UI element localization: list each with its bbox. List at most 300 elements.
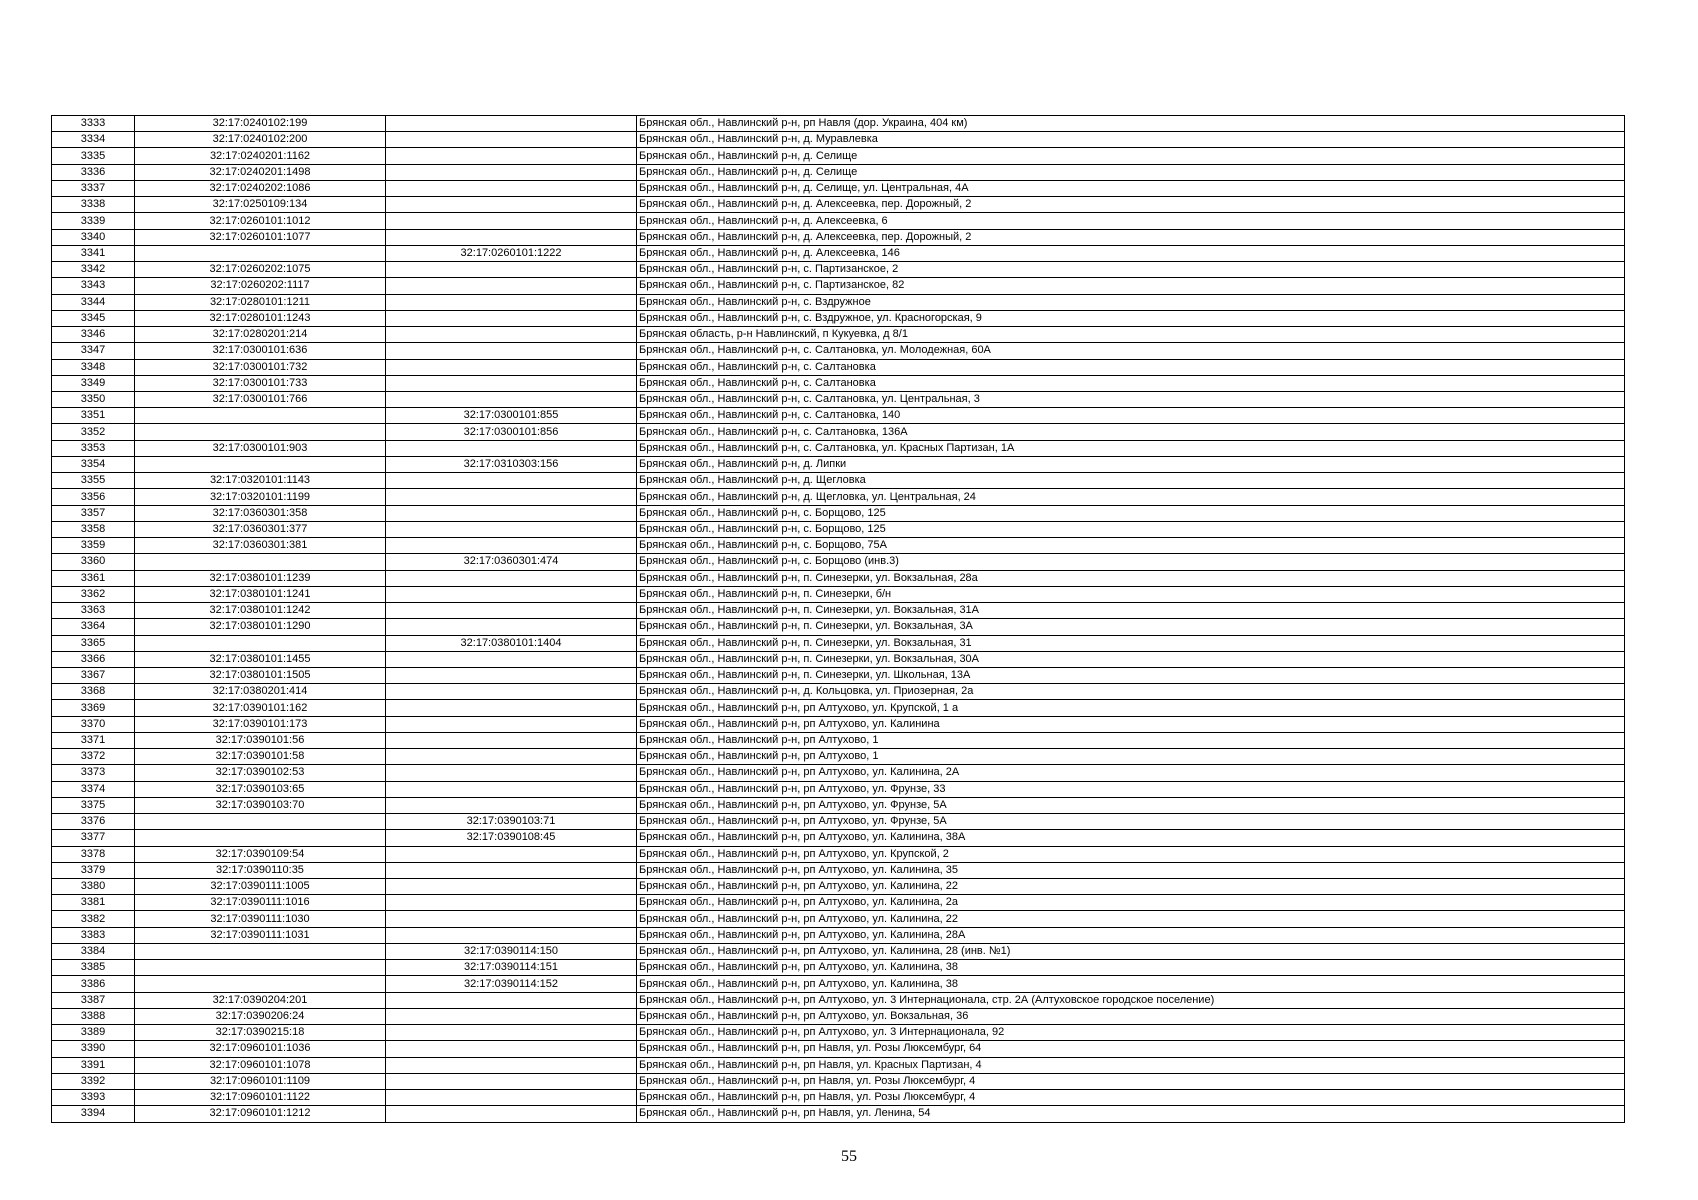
cadastral-number-cell: 32:17:0260202:1075	[135, 262, 386, 278]
cadastral-number-cell: 32:17:0300101:732	[135, 359, 386, 375]
cadastral-number-alt-cell	[386, 862, 637, 878]
table-row	[52, 278, 1625, 294]
table-row	[52, 408, 1625, 424]
table-row	[52, 684, 1625, 700]
cadastral-number-cell: 32:17:0240201:1162	[135, 148, 386, 164]
cadastral-number-cell: 32:17:0380101:1242	[135, 603, 386, 619]
table-row	[52, 797, 1625, 813]
cadastral-number-cell: 32:17:0240202:1086	[135, 180, 386, 196]
row-number-cell: 3352	[52, 424, 135, 440]
table-row	[52, 245, 1625, 261]
table-row	[52, 521, 1625, 537]
table-row	[52, 489, 1625, 505]
address-cell: Брянская обл., Навлинский р-н, рп Алтухово, ул. Калинина, 2А	[637, 765, 1625, 781]
row-number-cell: 3375	[52, 797, 135, 813]
cadastral-number-alt-cell	[386, 213, 637, 229]
cadastral-number-alt-cell	[386, 781, 637, 797]
address-cell: Брянская обл., Навлинский р-н, рп Алтухово, ул. Фрунзе, 5А	[637, 814, 1625, 830]
row-number-cell: 3345	[52, 310, 135, 326]
cadastral-number-alt-cell	[386, 1106, 637, 1122]
cadastral-number-alt-cell: 32:17:0390103:71	[386, 814, 637, 830]
cadastral-number-alt-cell: 32:17:0390114:150	[386, 943, 637, 959]
cadastral-number-alt-cell	[386, 294, 637, 310]
cadastral-number-cell: 32:17:0380101:1241	[135, 586, 386, 602]
cadastral-number-cell	[135, 245, 386, 261]
table-row	[52, 651, 1625, 667]
address-cell: Брянская обл., Навлинский р-н, д. Селище, ул. Центральная, 4А	[637, 180, 1625, 196]
cadastral-number-alt-cell	[386, 651, 637, 667]
table-row	[52, 667, 1625, 683]
row-number-cell: 3343	[52, 278, 135, 294]
address-cell: Брянская обл., Навлинский р-н, с. Салтановка	[637, 359, 1625, 375]
row-number-cell: 3349	[52, 375, 135, 391]
table-row	[52, 960, 1625, 976]
table-row	[52, 148, 1625, 164]
cadastral-number-cell	[135, 456, 386, 472]
row-number-cell: 3348	[52, 359, 135, 375]
row-number-cell: 3340	[52, 229, 135, 245]
address-cell: Брянская обл., Навлинский р-н, рп Алтухово, ул. Крупской, 1 а	[637, 700, 1625, 716]
row-number-cell: 3370	[52, 716, 135, 732]
table-row	[52, 1041, 1625, 1057]
row-number-cell: 3387	[52, 992, 135, 1008]
address-cell: Брянская обл., Навлинский р-н, с. Салтановка, ул. Красных Партизан, 1А	[637, 440, 1625, 456]
table-row	[52, 197, 1625, 213]
table-row	[52, 359, 1625, 375]
cadastral-number-alt-cell	[386, 586, 637, 602]
table-row	[52, 505, 1625, 521]
row-number-cell: 3367	[52, 667, 135, 683]
cadastral-number-alt-cell	[386, 310, 637, 326]
table-row	[52, 992, 1625, 1008]
cadastral-number-cell	[135, 814, 386, 830]
row-number-cell: 3363	[52, 603, 135, 619]
cadastral-number-cell: 32:17:0280201:214	[135, 327, 386, 343]
cadastral-number-alt-cell	[386, 278, 637, 294]
cadastral-number-alt-cell	[386, 716, 637, 732]
row-number-cell: 3338	[52, 197, 135, 213]
address-cell: Брянская обл., Навлинский р-н, рп Алтухово, ул. Калинина, 22	[637, 911, 1625, 927]
row-number-cell: 3347	[52, 343, 135, 359]
address-cell: Брянская обл., Навлинский р-н, рп Алтухово, ул. Фрунзе, 33	[637, 781, 1625, 797]
table-row	[52, 943, 1625, 959]
address-cell: Брянская обл., Навлинский р-н, рп Алтухово, ул. Калинина, 28А	[637, 927, 1625, 943]
table-row	[52, 830, 1625, 846]
address-cell: Брянская обл., Навлинский р-н, п. Синезерки, ул. Школьная, 13А	[637, 667, 1625, 683]
table-row	[52, 635, 1625, 651]
cadastral-number-cell: 32:17:0240102:199	[135, 116, 386, 132]
address-cell: Брянская обл., Навлинский р-н, д. Алексеевка, 6	[637, 213, 1625, 229]
cadastral-number-cell: 32:17:0240102:200	[135, 132, 386, 148]
cadastral-number-alt-cell	[386, 359, 637, 375]
cadastral-number-alt-cell	[386, 765, 637, 781]
cadastral-number-alt-cell	[386, 603, 637, 619]
cadastral-number-alt-cell	[386, 521, 637, 537]
row-number-cell: 3357	[52, 505, 135, 521]
address-cell: Брянская обл., Навлинский р-н, д. Алексеевка, пер. Дорожный, 2	[637, 197, 1625, 213]
cadastral-number-cell: 32:17:0250109:134	[135, 197, 386, 213]
table-row	[52, 765, 1625, 781]
row-number-cell: 3346	[52, 327, 135, 343]
cadastral-number-cell: 32:17:0280101:1211	[135, 294, 386, 310]
cadastral-number-alt-cell	[386, 895, 637, 911]
table-row	[52, 732, 1625, 748]
table-row	[52, 586, 1625, 602]
cadastral-number-cell: 32:17:0390103:65	[135, 781, 386, 797]
cadastral-number-cell: 32:17:0360301:381	[135, 538, 386, 554]
address-cell: Брянская обл., Навлинский р-н, рп Алтухово, ул. Калинина, 38А	[637, 830, 1625, 846]
cadastral-number-alt-cell	[386, 992, 637, 1008]
address-cell: Брянская обл., Навлинский р-н, рп Алтухово, ул. Калинина, 22	[637, 879, 1625, 895]
address-cell: Брянская обл., Навлинский р-н, д. Щегловка	[637, 473, 1625, 489]
cadastral-number-alt-cell	[386, 1057, 637, 1073]
table-row	[52, 895, 1625, 911]
address-cell: Брянская обл., Навлинский р-н, рп Навля, ул. Розы Люксембург, 4	[637, 1073, 1625, 1089]
cadastral-number-alt-cell: 32:17:0360301:474	[386, 554, 637, 570]
cadastral-number-alt-cell	[386, 749, 637, 765]
table-row	[52, 229, 1625, 245]
row-number-cell: 3371	[52, 732, 135, 748]
cadastral-number-alt-cell	[386, 619, 637, 635]
row-number-cell: 3355	[52, 473, 135, 489]
table-row	[52, 456, 1625, 472]
cadastral-number-alt-cell	[386, 262, 637, 278]
address-cell: Брянская обл., Навлинский р-н, с. Салтановка, 140	[637, 408, 1625, 424]
cadastral-number-cell: 32:17:0380101:1455	[135, 651, 386, 667]
table-row	[52, 310, 1625, 326]
cadastral-number-cell: 32:17:0260101:1077	[135, 229, 386, 245]
cadastral-number-cell	[135, 554, 386, 570]
row-number-cell: 3386	[52, 976, 135, 992]
cadastral-number-alt-cell: 32:17:0390114:151	[386, 960, 637, 976]
address-cell: Брянская обл., Навлинский р-н, с. Вздружное, ул. Красногорская, 9	[637, 310, 1625, 326]
cadastral-number-alt-cell: 32:17:0310303:156	[386, 456, 637, 472]
table-row	[52, 1073, 1625, 1089]
table-row	[52, 570, 1625, 586]
cadastral-number-cell: 32:17:0380101:1505	[135, 667, 386, 683]
address-cell: Брянская обл., Навлинский р-н, с. Салтановка, ул. Центральная, 3	[637, 391, 1625, 407]
row-number-cell: 3361	[52, 570, 135, 586]
table-row	[52, 180, 1625, 196]
row-number-cell: 3368	[52, 684, 135, 700]
cadastral-number-cell: 32:17:0390111:1031	[135, 927, 386, 943]
address-cell: Брянская обл., Навлинский р-н, рп Навля, ул. Розы Люксембург, 4	[637, 1090, 1625, 1106]
address-cell: Брянская обл., Навлинский р-н, рп Алтухово, 1	[637, 749, 1625, 765]
cadastral-number-alt-cell	[386, 846, 637, 862]
row-number-cell: 3383	[52, 927, 135, 943]
cadastral-number-alt-cell	[386, 911, 637, 927]
cadastral-number-alt-cell	[386, 879, 637, 895]
table-row	[52, 391, 1625, 407]
cadastral-number-cell: 32:17:0260101:1012	[135, 213, 386, 229]
address-cell: Брянская обл., Навлинский р-н, рп Алтухово, ул. Калинина	[637, 716, 1625, 732]
address-cell: Брянская обл., Навлинский р-н, с. Борщово, 125	[637, 505, 1625, 521]
row-number-cell: 3341	[52, 245, 135, 261]
table-row	[52, 294, 1625, 310]
table-row	[52, 879, 1625, 895]
address-cell: Брянская обл., Навлинский р-н, рп Алтухово, ул. Калинина, 28 (инв. №1)	[637, 943, 1625, 959]
table-row	[52, 424, 1625, 440]
cadastral-number-alt-cell	[386, 132, 637, 148]
cadastral-number-alt-cell: 32:17:0390108:45	[386, 830, 637, 846]
table-row	[52, 1090, 1625, 1106]
row-number-cell: 3381	[52, 895, 135, 911]
cadastral-number-cell: 32:17:0390101:162	[135, 700, 386, 716]
row-number-cell: 3354	[52, 456, 135, 472]
cadastral-number-alt-cell	[386, 927, 637, 943]
cadastral-number-alt-cell	[386, 505, 637, 521]
row-number-cell: 3360	[52, 554, 135, 570]
table-row	[52, 164, 1625, 180]
cadastral-number-alt-cell	[386, 538, 637, 554]
row-number-cell: 3376	[52, 814, 135, 830]
cadastral-number-alt-cell	[386, 1025, 637, 1041]
table-row	[52, 976, 1625, 992]
address-cell: Брянская обл., Навлинский р-н, рп Навля, ул. Ленина, 54	[637, 1106, 1625, 1122]
row-number-cell: 3378	[52, 846, 135, 862]
address-cell: Брянская обл., Навлинский р-н, с. Салтановка, 136А	[637, 424, 1625, 440]
cadastral-number-alt-cell	[386, 148, 637, 164]
cadastral-number-alt-cell: 32:17:0390114:152	[386, 976, 637, 992]
table-row	[52, 1025, 1625, 1041]
cadastral-number-cell	[135, 424, 386, 440]
cadastral-number-cell: 32:17:0390215:18	[135, 1025, 386, 1041]
row-number-cell: 3334	[52, 132, 135, 148]
table-row	[52, 862, 1625, 878]
cadastral-number-alt-cell	[386, 1008, 637, 1024]
row-number-cell: 3366	[52, 651, 135, 667]
cadastral-number-alt-cell	[386, 180, 637, 196]
cadastral-number-cell: 32:17:0320101:1143	[135, 473, 386, 489]
row-number-cell: 3372	[52, 749, 135, 765]
address-cell: Брянская обл., Навлинский р-н, д. Кольцовка, ул. Приозерная, 2а	[637, 684, 1625, 700]
row-number-cell: 3379	[52, 862, 135, 878]
cadastral-number-cell: 32:17:0390111:1005	[135, 879, 386, 895]
address-cell: Брянская обл., Навлинский р-н, с. Салтановка	[637, 375, 1625, 391]
cadastral-number-cell: 32:17:0390103:70	[135, 797, 386, 813]
address-cell: Брянская обл., Навлинский р-н, рп Алтухово, ул. Вокзальная, 36	[637, 1008, 1625, 1024]
property-registry-table	[51, 115, 1625, 1123]
cadastral-number-alt-cell	[386, 375, 637, 391]
table-row	[52, 116, 1625, 132]
address-cell: Брянская обл., Навлинский р-н, рп Алтухово, 1	[637, 732, 1625, 748]
cadastral-number-cell: 32:17:0390101:173	[135, 716, 386, 732]
cadastral-number-cell	[135, 830, 386, 846]
row-number-cell: 3373	[52, 765, 135, 781]
cadastral-number-alt-cell	[386, 684, 637, 700]
row-number-cell: 3377	[52, 830, 135, 846]
table-row	[52, 1057, 1625, 1073]
address-cell: Брянская обл., Навлинский р-н, п. Синезерки, ул. Вокзальная, 31	[637, 635, 1625, 651]
table-row	[52, 700, 1625, 716]
address-cell: Брянская обл., Навлинский р-н, д. Липки	[637, 456, 1625, 472]
table-row	[52, 262, 1625, 278]
table-row	[52, 814, 1625, 830]
address-cell: Брянская обл., Навлинский р-н, с. Борщово, 75А	[637, 538, 1625, 554]
cadastral-number-alt-cell	[386, 1073, 637, 1089]
cadastral-number-cell: 32:17:0300101:766	[135, 391, 386, 407]
cadastral-number-cell: 32:17:0300101:733	[135, 375, 386, 391]
row-number-cell: 3342	[52, 262, 135, 278]
cadastral-number-alt-cell	[386, 197, 637, 213]
cadastral-number-cell: 32:17:0280101:1243	[135, 310, 386, 326]
address-cell: Брянская обл., Навлинский р-н, рп Алтухово, ул. 3 Интернационала, стр. 2А (Алтуховское городское поселение)	[637, 992, 1625, 1008]
table-row	[52, 538, 1625, 554]
cadastral-number-alt-cell	[386, 732, 637, 748]
cadastral-number-cell: 32:17:0240201:1498	[135, 164, 386, 180]
row-number-cell: 3339	[52, 213, 135, 229]
row-number-cell: 3337	[52, 180, 135, 196]
cadastral-number-alt-cell	[386, 1041, 637, 1057]
cadastral-number-cell: 32:17:0390111:1016	[135, 895, 386, 911]
row-number-cell: 3364	[52, 619, 135, 635]
cadastral-number-alt-cell	[386, 229, 637, 245]
table-row	[52, 132, 1625, 148]
table-row	[52, 619, 1625, 635]
cadastral-number-cell: 32:17:0390102:53	[135, 765, 386, 781]
cadastral-number-cell: 32:17:0390111:1030	[135, 911, 386, 927]
table-row	[52, 375, 1625, 391]
cadastral-number-cell: 32:17:0960101:1036	[135, 1041, 386, 1057]
cadastral-number-alt-cell	[386, 440, 637, 456]
address-cell: Брянская обл., Навлинский р-н, рп Алтухово, ул. Калинина, 38	[637, 960, 1625, 976]
table-row	[52, 554, 1625, 570]
address-cell: Брянская обл., Навлинский р-н, п. Синезерки, ул. Вокзальная, 28а	[637, 570, 1625, 586]
row-number-cell: 3335	[52, 148, 135, 164]
cadastral-number-cell: 32:17:0380101:1290	[135, 619, 386, 635]
row-number-cell: 3388	[52, 1008, 135, 1024]
cadastral-number-cell: 32:17:0260202:1117	[135, 278, 386, 294]
cadastral-number-cell	[135, 976, 386, 992]
table-row	[52, 716, 1625, 732]
row-number-cell: 3394	[52, 1106, 135, 1122]
address-cell: Брянская обл., Навлинский р-н, с. Партизанское, 2	[637, 262, 1625, 278]
row-number-cell: 3380	[52, 879, 135, 895]
table-row	[52, 213, 1625, 229]
row-number-cell: 3392	[52, 1073, 135, 1089]
cadastral-number-cell: 32:17:0380101:1239	[135, 570, 386, 586]
address-cell: Брянская обл., Навлинский р-н, с. Борщово (инв.3)	[637, 554, 1625, 570]
row-number-cell: 3351	[52, 408, 135, 424]
cadastral-number-cell: 32:17:0390101:56	[135, 732, 386, 748]
cadastral-number-alt-cell	[386, 667, 637, 683]
row-number-cell: 3389	[52, 1025, 135, 1041]
cadastral-number-alt-cell	[386, 116, 637, 132]
cadastral-number-cell: 32:17:0390204:201	[135, 992, 386, 1008]
cadastral-number-cell: 32:17:0390101:58	[135, 749, 386, 765]
cadastral-number-cell	[135, 408, 386, 424]
row-number-cell: 3353	[52, 440, 135, 456]
row-number-cell: 3344	[52, 294, 135, 310]
cadastral-number-cell: 32:17:0360301:358	[135, 505, 386, 521]
address-cell: Брянская обл., Навлинский р-н, с. Салтановка, ул. Молодежная, 60А	[637, 343, 1625, 359]
cadastral-number-cell	[135, 960, 386, 976]
row-number-cell: 3359	[52, 538, 135, 554]
cadastral-number-alt-cell	[386, 570, 637, 586]
cadastral-number-alt-cell	[386, 327, 637, 343]
page-number: 55	[841, 1148, 857, 1165]
row-number-cell: 3358	[52, 521, 135, 537]
table-row	[52, 603, 1625, 619]
table-row	[52, 749, 1625, 765]
cadastral-number-cell: 32:17:0360301:377	[135, 521, 386, 537]
cadastral-number-alt-cell	[386, 489, 637, 505]
table-row	[52, 927, 1625, 943]
cadastral-number-cell: 32:17:0960101:1122	[135, 1090, 386, 1106]
address-cell: Брянская обл., Навлинский р-н, д. Алексеевка, пер. Дорожный, 2	[637, 229, 1625, 245]
registry-table-body	[52, 116, 1625, 1123]
cadastral-number-alt-cell: 32:17:0260101:1222	[386, 245, 637, 261]
address-cell: Брянская обл., Навлинский р-н, д. Селище	[637, 164, 1625, 180]
cadastral-number-cell	[135, 943, 386, 959]
row-number-cell: 3384	[52, 943, 135, 959]
address-cell: Брянская обл., Навлинский р-н, рп Алтухово, ул. Фрунзе, 5А	[637, 797, 1625, 813]
cadastral-number-cell: 32:17:0390110:35	[135, 862, 386, 878]
cadastral-number-alt-cell: 32:17:0380101:1404	[386, 635, 637, 651]
row-number-cell: 3393	[52, 1090, 135, 1106]
table-row	[52, 343, 1625, 359]
row-number-cell: 3390	[52, 1041, 135, 1057]
table-row	[52, 1008, 1625, 1024]
row-number-cell: 3365	[52, 635, 135, 651]
row-number-cell: 3356	[52, 489, 135, 505]
cadastral-number-alt-cell: 32:17:0300101:856	[386, 424, 637, 440]
address-cell: Брянская обл., Навлинский р-н, с. Партизанское, 82	[637, 278, 1625, 294]
address-cell: Брянская обл., Навлинский р-н, рп Алтухово, ул. Калинина, 2а	[637, 895, 1625, 911]
address-cell: Брянская обл., Навлинский р-н, рп Алтухово, ул. Крупской, 2	[637, 846, 1625, 862]
cadastral-number-cell: 32:17:0390206:24	[135, 1008, 386, 1024]
cadastral-number-alt-cell	[386, 1090, 637, 1106]
address-cell: Брянская обл., Навлинский р-н, с. Борщово, 125	[637, 521, 1625, 537]
address-cell: Брянская обл., Навлинский р-н, д. Алексеевка, 146	[637, 245, 1625, 261]
cadastral-number-alt-cell	[386, 343, 637, 359]
row-number-cell: 3336	[52, 164, 135, 180]
address-cell: Брянская обл., Навлинский р-н, п. Синезерки, ул. Вокзальная, 3А	[637, 619, 1625, 635]
row-number-cell: 3385	[52, 960, 135, 976]
cadastral-number-cell: 32:17:0300101:636	[135, 343, 386, 359]
address-cell: Брянская обл., Навлинский р-н, д. Селище	[637, 148, 1625, 164]
row-number-cell: 3382	[52, 911, 135, 927]
row-number-cell: 3374	[52, 781, 135, 797]
table-row	[52, 440, 1625, 456]
address-cell: Брянская обл., Навлинский р-н, рп Навля, ул. Красных Партизан, 4	[637, 1057, 1625, 1073]
address-cell: Брянская обл., Навлинский р-н, п. Синезерки, б/н	[637, 586, 1625, 602]
address-cell: Брянская обл., Навлинский р-н, рп Навля, ул. Розы Люксембург, 64	[637, 1041, 1625, 1057]
cadastral-number-cell: 32:17:0960101:1078	[135, 1057, 386, 1073]
address-cell: Брянская обл., Навлинский р-н, с. Вздружное	[637, 294, 1625, 310]
row-number-cell: 3369	[52, 700, 135, 716]
cadastral-number-cell: 32:17:0380201:414	[135, 684, 386, 700]
table-row	[52, 911, 1625, 927]
row-number-cell: 3391	[52, 1057, 135, 1073]
cadastral-number-cell	[135, 635, 386, 651]
cadastral-number-cell: 32:17:0300101:903	[135, 440, 386, 456]
address-cell: Брянская обл., Навлинский р-н, д. Щегловка, ул. Центральная, 24	[637, 489, 1625, 505]
table-row	[52, 327, 1625, 343]
table-row	[52, 846, 1625, 862]
address-cell: Брянская обл., Навлинский р-н, рп Алтухово, ул. 3 Интернационала, 92	[637, 1025, 1625, 1041]
table-row	[52, 1106, 1625, 1122]
cadastral-number-alt-cell	[386, 391, 637, 407]
address-cell: Брянская обл., Навлинский р-н, п. Синезерки, ул. Вокзальная, 31А	[637, 603, 1625, 619]
table-row	[52, 781, 1625, 797]
cadastral-number-cell: 32:17:0390109:54	[135, 846, 386, 862]
row-number-cell: 3333	[52, 116, 135, 132]
address-cell: Брянская обл., Навлинский р-н, п. Синезерки, ул. Вокзальная, 30А	[637, 651, 1625, 667]
address-cell: Брянская обл., Навлинский р-н, рп Алтухово, ул. Калинина, 38	[637, 976, 1625, 992]
row-number-cell: 3362	[52, 586, 135, 602]
address-cell: Брянская обл., Навлинский р-н, рп Алтухово, ул. Калинина, 35	[637, 862, 1625, 878]
